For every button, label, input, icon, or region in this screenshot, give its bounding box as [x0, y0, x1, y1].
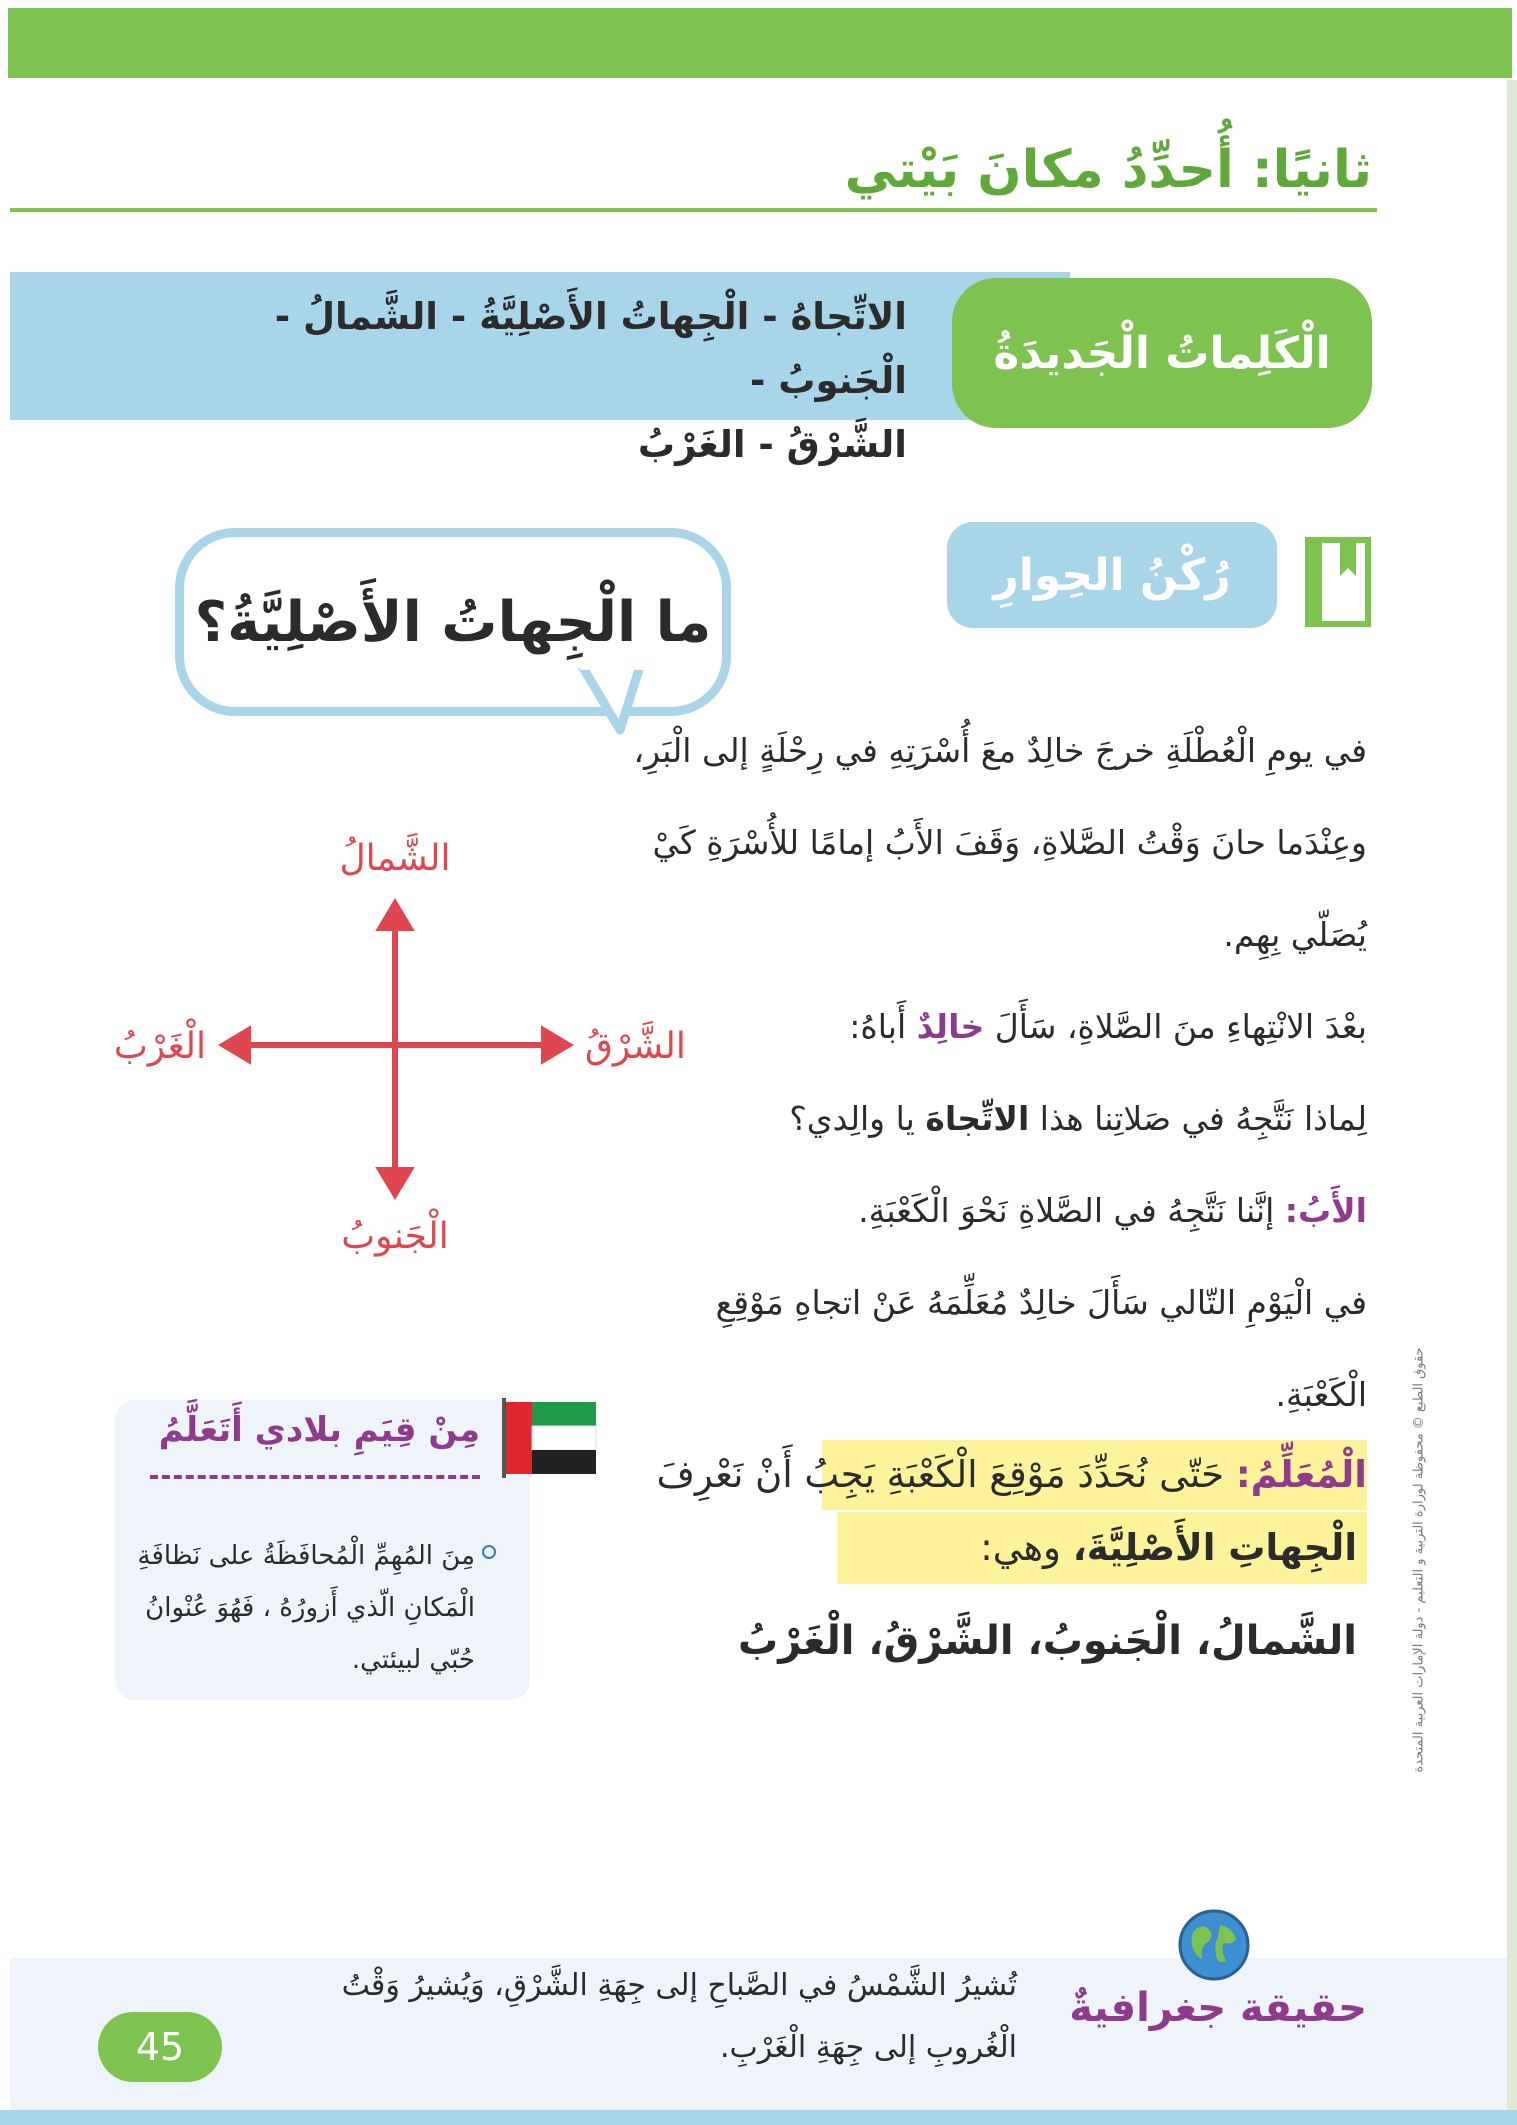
footer-bottom-line — [0, 2110, 1517, 2125]
story-text-part: أَباهُ: — [849, 1007, 917, 1046]
story-text-part: لِماذا نَتَّجِهُ في صَلاتِنا هذا — [1029, 1099, 1367, 1138]
bubble-question: ما الْجِهاتُ الأَصْلِيَّةُ؟ — [194, 589, 712, 655]
label-south: الْجَنوبُ — [341, 1216, 449, 1257]
speaker-teacher: الْمُعَلِّمُ: — [1235, 1453, 1367, 1496]
directions-intro-after: وهي: — [980, 1526, 1073, 1569]
story-line: وعِنْدَما حانَ وَقْتُ الصَّلاةِ، وَقَفَ الأَبُ إمامًا للأُسْرَةِ كَيْ — [652, 823, 1367, 862]
vocab-label: الْكَلِماتُ الْجَديدَةُ — [993, 327, 1331, 379]
story-line: في يومِ الْعُطْلَةِ خرجَ خالِدٌ معَ أُسْرَتِهِ في رِحْلَةٍ إلى الْبَرِ، — [633, 731, 1367, 770]
story-text-part: بعْدَ الانْتِهاءِ منَ الصَّلاةِ، سَأَلَ — [984, 1007, 1367, 1046]
section-title: ثانيًا: أُحدِّدُ مكانَ بَيْتي — [844, 140, 1372, 200]
title-divider — [10, 208, 1377, 212]
copyright-text: حقوق الطبع © محفوظة لوزارة التربية و التعليم - دولة الإمارات العربية المتحدة — [1411, 1347, 1427, 1773]
teacher-text: حَتّى نُحَدِّدَ مَوْقِعَ الْكَعْبَةِ يَجِبُ أَنْ نَعْرِفَ — [656, 1453, 1236, 1496]
vocab-line-1: الاتِّجاهُ - الْجِهاتُ الأَصْلِيَّةُ - الشَّمالُ - الْجَنوبُ - — [274, 295, 907, 402]
story-text-part: يا والِدي؟ — [789, 1099, 926, 1138]
story-line — [607, 1165, 1367, 1257]
story-text-part: إنَّنا نَتَّجِهُ في الصَّلاةِ نَحْوَ الْكَعْبَةِ. — [858, 1191, 1285, 1230]
geo-fact-text: تُشيرُ الشَّمْسُ في الصَّباحِ إلى جِهَةِ الشَّرْقِ، وَيُشيرُ وَقْتُ الْغُروبِ إلى جِهَةِ الْغَرْبِ. — [341, 1968, 1017, 2065]
copyright-note — [1405, 1330, 1433, 1790]
compass-diagram — [113, 838, 720, 1280]
label-north: الشَّمالُ — [339, 838, 451, 879]
south-arrow-icon — [377, 1168, 413, 1198]
vocab-list — [217, 285, 907, 477]
page-number-badge — [98, 2012, 222, 2082]
dialogue-corner-tab — [947, 522, 1277, 628]
story-line: الْكَعْبَةِ. — [1275, 1375, 1367, 1414]
uae-flag-icon — [500, 1398, 600, 1478]
directions-intro — [980, 1512, 1357, 1584]
book-icon — [1304, 536, 1372, 628]
story-line — [607, 1073, 1367, 1165]
speaker-father: الأَبُ: — [1284, 1191, 1367, 1230]
geo-fact-label: حقيقة جغرافيةٌ — [1069, 1985, 1367, 2031]
bullet-icon — [482, 1545, 496, 1559]
west-arrow-icon — [220, 1027, 250, 1063]
page-number: 45 — [135, 2025, 185, 2069]
values-title-underline — [150, 1475, 480, 1479]
vocab-label-pill — [952, 278, 1372, 428]
story-text — [607, 705, 1367, 1441]
vocab-line-2: الشَّرْقُ - الغَرْبُ — [637, 423, 907, 466]
story-line: في الْيَوْمِ التّالي سَأَلَ خالِدٌ مُعَلِّمَهُ عَنْ اتجاهِ مَوْقِعِ — [715, 1283, 1367, 1322]
term-cardinal-directions: الْجِهاتِ الأَصْلِيَّةَ، — [1072, 1526, 1357, 1569]
globe-icon — [1174, 1905, 1254, 1985]
values-title: مِنْ قِيَمِ بلادي أَتَعَلَّمُ — [158, 1410, 480, 1450]
story-line: يُصَلّي بِهِم. — [1223, 915, 1367, 954]
dialogue-corner-label: رُكْنُ الحِوارِ — [993, 549, 1231, 601]
values-text: مِنَ المُهِمِّ الْمُحافَظَةُ على نَظافَةِ الْمَكانِ الّذي أَزورُهُ ، فَهُوَ عُنْوانُ حُبّي لبيئتي. — [137, 1541, 475, 1675]
east-arrow-icon — [542, 1027, 572, 1063]
directions-list: الشَّمالُ، الْجَنوبُ، الشَّرْقُ، الْغَرْبُ — [738, 1618, 1357, 1664]
label-east: الشَّرْقُ — [585, 1026, 686, 1067]
term-direction: الاتِّجاهَ — [925, 1099, 1030, 1138]
story-line — [607, 981, 1367, 1073]
north-arrow-icon — [377, 900, 413, 930]
name-khalid: خالِدٌ — [916, 1007, 985, 1046]
top-green-bar — [8, 8, 1512, 78]
label-west: الْغَرْبُ — [113, 1026, 206, 1067]
page-edge — [1507, 80, 1517, 2125]
